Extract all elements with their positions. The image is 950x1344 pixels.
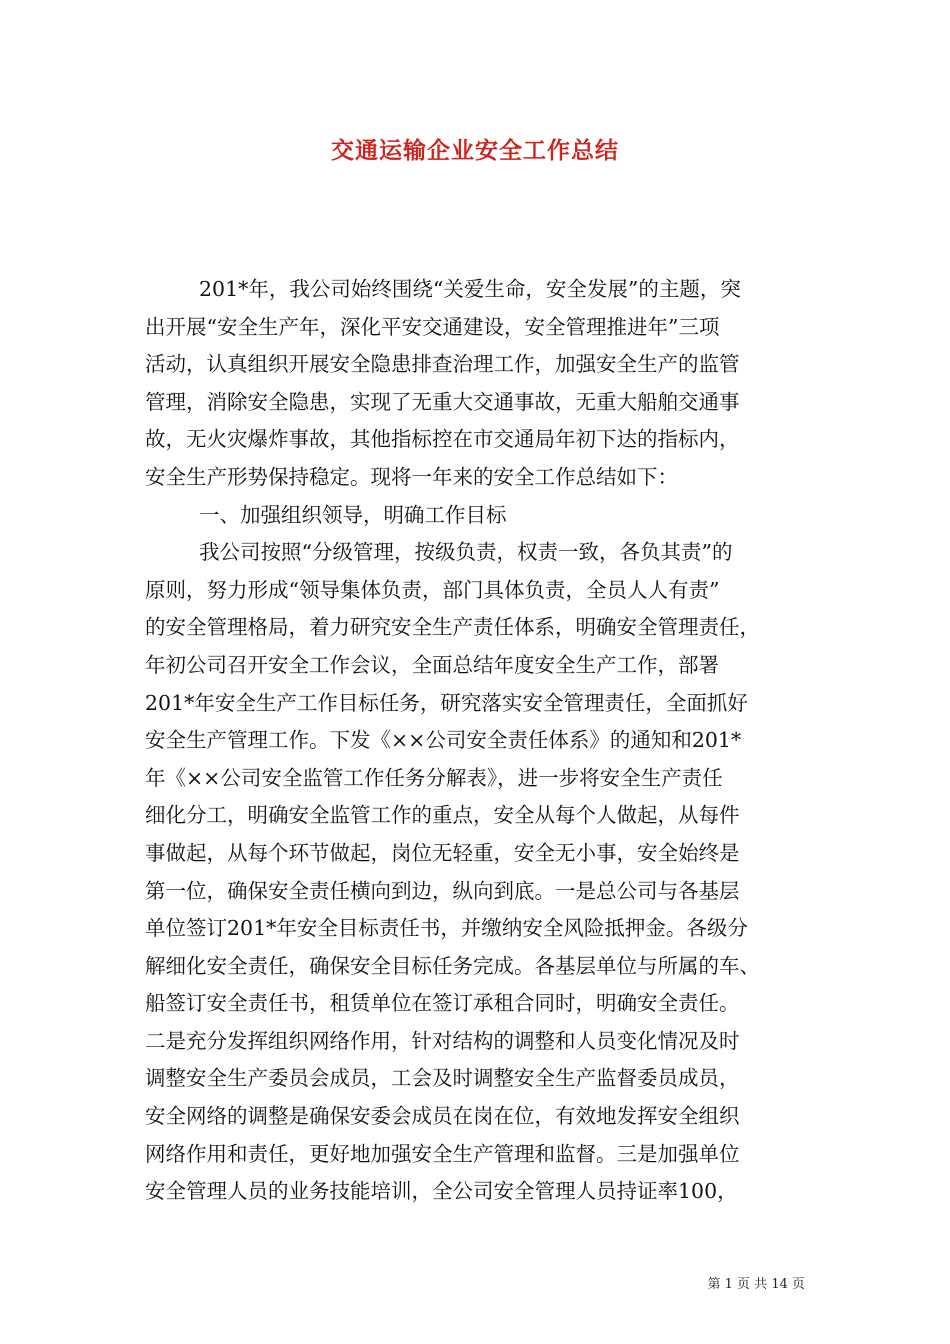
paragraph-line: 故，无火灾爆炸事故，其他指标控在市交通局年初下达的指标内， <box>145 427 740 452</box>
paragraph-line: 201*年，我公司始终围绕“关爱生命，安全发展”的主题，突 <box>199 277 741 301</box>
paragraph-line: 第一位，确保安全责任横向到边，纵向到底。一是总公司与各基层 <box>145 878 740 903</box>
paragraph-line: 安全网络的调整是确保安委会成员在岗在位，有效地发挥安全组织 <box>145 1104 740 1129</box>
paragraph-line: 事做起，从每个环节做起，岗位无轻重，安全无小事，安全始终是 <box>145 840 740 865</box>
paragraph-line: 我公司按照“分级管理，按级负责，权责一致，各负其责”的 <box>199 540 733 565</box>
paragraph-line: 管理，消除安全隐患，实现了无重大交通事故，无重大船舶交通事 <box>145 389 740 414</box>
paragraph-line: 二是充分发挥组织网络作用，针对结构的调整和人员变化情况及时 <box>145 1028 740 1053</box>
page-number: 第 1 页 共 14 页 <box>707 1277 805 1292</box>
document-title: 交通运输企业安全工作总结 <box>331 137 619 164</box>
paragraph-line: 网络作用和责任，更好地加强安全生产管理和监督。三是加强单位 <box>145 1141 740 1166</box>
document-body <box>145 271 807 1211</box>
paragraph-line: 的安全管理格局，着力研究安全生产责任体系，明确安全管理责任， <box>145 615 760 640</box>
paragraph-line: 原则，努力形成“领导集体负责，部门具体负责，全员人人有责” <box>145 577 720 602</box>
paragraph-line: 年《××公司安全监管工作任务分解表》，进一步将安全生产责任 <box>145 765 723 790</box>
section-heading: 一、加强组织领导，明确工作目标 <box>199 502 507 527</box>
paragraph-line: 201*年安全生产工作目标任务，研究落实安全管理责任，全面抓好 <box>145 690 748 715</box>
paragraph-line: 出开展“安全生产年，深化平安交通建设，安全管理推进年”三项 <box>145 314 720 339</box>
paragraph-line: 船签订安全责任书，租赁单位在签订承租合同时，明确安全责任。 <box>145 991 740 1016</box>
paragraph-line: 年初公司召开安全工作会议，全面总结年度安全生产工作，部署 <box>145 652 719 677</box>
paragraph-line: 安全生产管理工作。下发《××公司安全责任体系》的通知和201* <box>145 728 742 753</box>
paragraph-line: 安全管理人员的业务技能培训，全公司安全管理人员持证率100， <box>145 1179 738 1204</box>
paragraph-line: 单位签订201*年安全目标责任书，并缴纳安全风险抵押金。各级分 <box>145 916 748 941</box>
paragraph-line: 解细化安全责任，确保安全目标任务完成。各基层单位与所属的车、 <box>145 953 760 978</box>
paragraph-line: 安全生产形势保持稳定。现将一年来的安全工作总结如下： <box>145 464 678 489</box>
paragraph-line: 活动，认真组织开展安全隐患排查治理工作，加强安全生产的监管 <box>145 352 740 377</box>
paragraph-line: 细化分工，明确安全监管工作的重点，安全从每个人做起，从每件 <box>145 803 740 828</box>
paragraph-line: 调整安全生产委员会成员，工会及时调整安全生产监督委员成员， <box>145 1066 740 1091</box>
